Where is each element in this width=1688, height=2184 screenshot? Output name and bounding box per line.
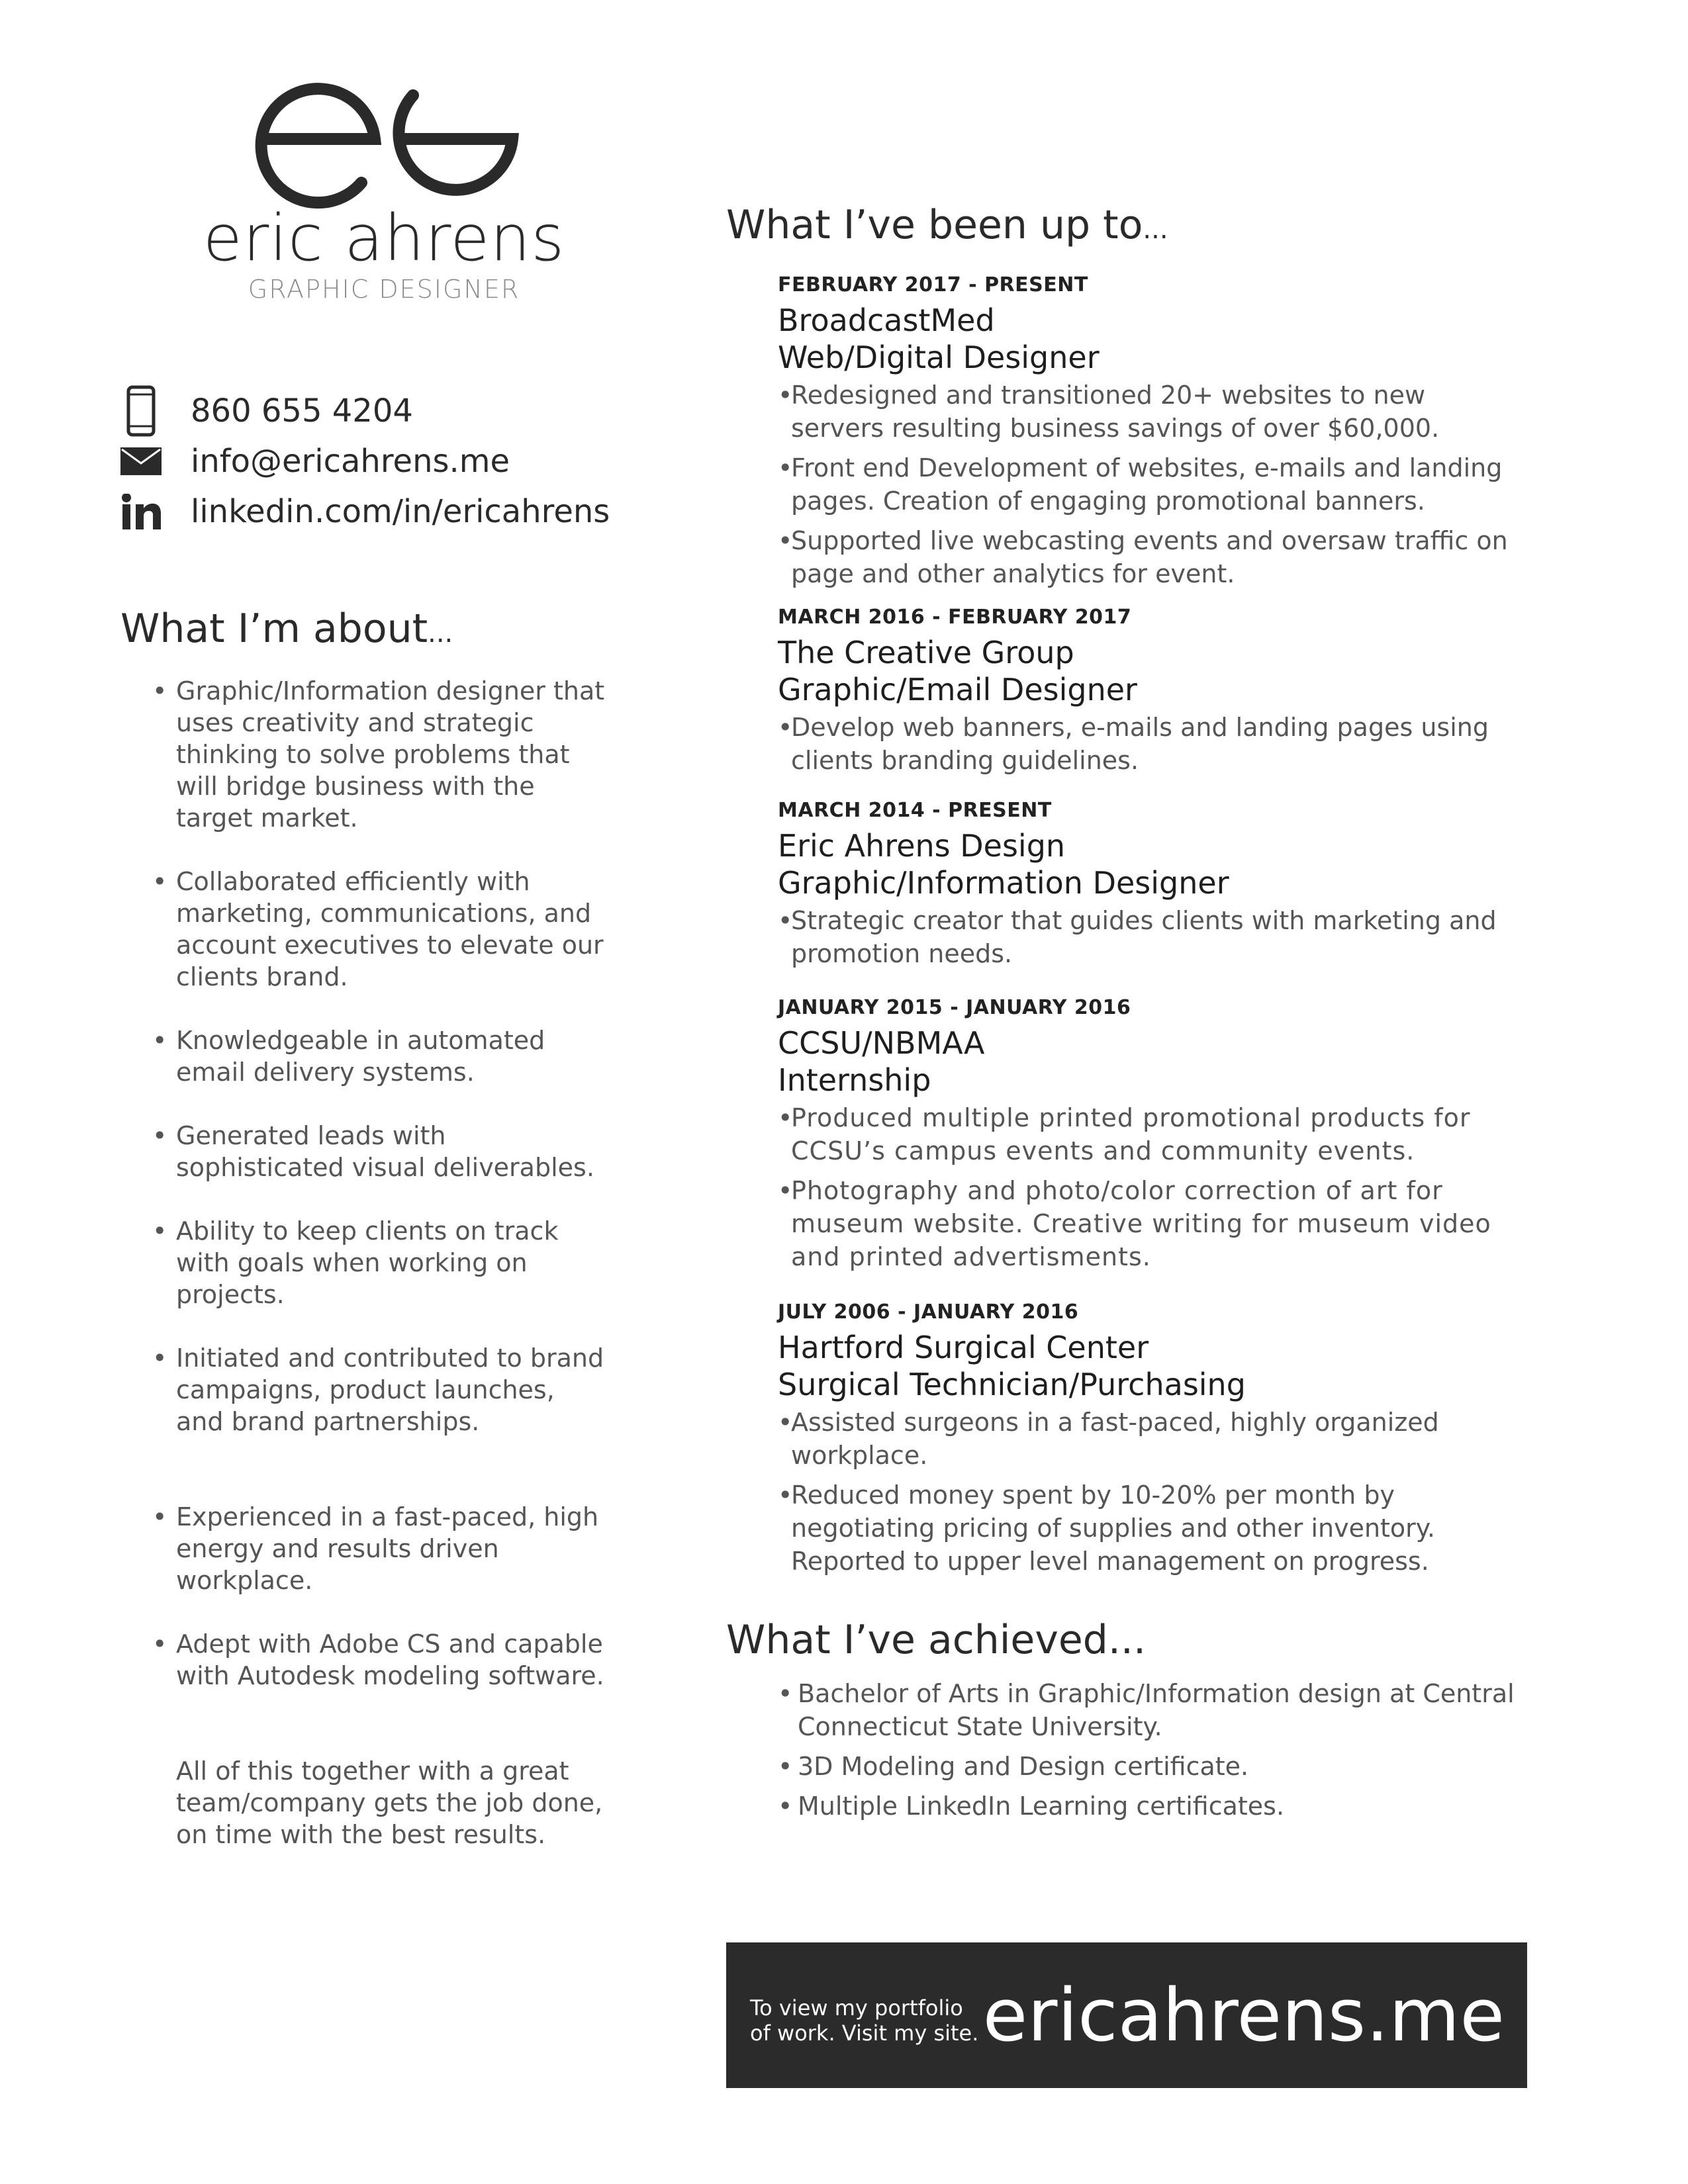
achievement-item: • Multiple LinkedIn Learning certificates. <box>778 1792 1285 1821</box>
job-date: MARCH 2016 - FEBRUARY 2017 <box>778 606 1132 629</box>
linkedin-icon <box>118 494 164 529</box>
achievement-item: • 3D Modeling and Design certificate. <box>778 1752 1249 1781</box>
job-company: BroadcastMed <box>778 302 995 338</box>
job-company: Eric Ahrens Design <box>778 828 1066 864</box>
job-company: The Creative Group <box>778 635 1074 670</box>
job-bullet: • Redesigned and transitioned 20+ websites to new servers resulting business savings of over $60,000. <box>778 381 1440 443</box>
job-date: MARCH 2014 - PRESENT <box>778 799 1052 822</box>
about-item: • Adept with Adobe CS and capable with Autodesk modeling software. <box>152 1629 604 1690</box>
job-title: Graphic/Information Designer <box>778 865 1229 901</box>
achievements-heading: What I’ve achieved... <box>726 1617 1147 1663</box>
job-entry <box>778 275 1526 590</box>
about-item: • Ability to keep clients on track with goals when working on projects. <box>152 1216 559 1309</box>
job-bullet: • Supported live webcasting events and oversaw traffic on page and other analytics for event. <box>778 526 1508 588</box>
job-date: JANUARY 2015 - JANUARY 2016 <box>778 996 1131 1019</box>
contact-email <box>118 438 510 484</box>
job-title: Web/Digital Designer <box>778 340 1100 375</box>
about-item: • Generated leads with sophisticated visual deliverables. <box>152 1121 594 1182</box>
job-bullet: • Strategic creator that guides clients with marketing and promotion needs. <box>778 906 1497 968</box>
phone-icon <box>118 385 164 437</box>
portfolio-message: To view my portfolio of work. Visit my site. <box>750 1995 979 2046</box>
achievements-list <box>768 1674 1523 1823</box>
about-item: • Initiated and contributed to brand campaigns, product launches, and brand partnerships. <box>152 1343 604 1436</box>
linkedin-link[interactable]: linkedin.com/in/ericahrens <box>191 493 610 530</box>
job-bullet: • Produced multiple printed promotional products for CCSU’s campus events and community events. <box>778 1103 1471 1165</box>
job-title: Surgical Technician/Purchasing <box>778 1367 1246 1402</box>
job-date: FEBRUARY 2017 - PRESENT <box>778 273 1088 296</box>
job-entry <box>778 1302 1526 1578</box>
job-bullet: • Develop web banners, e-mails and landing pages using clients branding guidelines. <box>778 713 1489 775</box>
contact-phone <box>118 388 413 434</box>
job-title: Graphic/Email Designer <box>778 672 1137 707</box>
role-subtitle: GRAPHIC DESIGNER <box>248 275 520 304</box>
about-heading: What I’m about... <box>120 606 453 652</box>
name-heading: eric ahrens <box>203 201 565 275</box>
about-item: • Collaborated efficiently with marketing, communications, and account executives to elevate our clients brand. <box>152 867 604 991</box>
about-item: • Graphic/Information designer that uses creativity and strategic thinking to solve problems that will bridge business with the target market. <box>152 676 605 833</box>
job-title: Internship <box>778 1062 931 1098</box>
job-entry <box>778 801 1526 970</box>
email-link[interactable]: info@ericahrens.me <box>191 443 510 480</box>
job-bullet: • Assisted surgeons in a fast-paced, highly organized workplace. <box>778 1408 1439 1470</box>
experience-heading: What I’ve been up to... <box>726 202 1168 248</box>
mail-icon <box>118 447 164 475</box>
job-date: JULY 2006 - JANUARY 2016 <box>778 1300 1079 1324</box>
portfolio-site-link[interactable]: ericahrens.me <box>982 1973 1505 2058</box>
about-item: • Experienced in a fast-paced, high energy and results driven workplace. <box>152 1502 599 1595</box>
contact-linkedin <box>118 488 610 535</box>
job-company: CCSU/NBMAA <box>778 1025 985 1061</box>
phone-number[interactable]: 860 655 4204 <box>191 392 413 430</box>
job-bullet: • Front end Development of websites, e-mails and landing pages. Creation of engaging promotional banners. <box>778 453 1503 516</box>
job-entry <box>778 998 1526 1273</box>
portfolio-banner <box>726 1942 1527 2088</box>
job-bullet: • Reduced money spent by 10-20% per month by negotiating pricing of supplies and other inventory. Reported to upper level management on progress. <box>778 1480 1435 1576</box>
about-item: • Knowledgeable in automated email delivery systems. <box>152 1026 545 1087</box>
achievement-item: • Bachelor of Arts in Graphic/Information design at Central Connecticut State University. <box>778 1679 1515 1741</box>
about-closing: All of this together with a great team/company gets the job done, on time with the best results. <box>176 1756 603 1849</box>
job-bullet: • Photography and photo/color correction of art for museum website. Creative writing for museum video and printed advertisments. <box>778 1176 1491 1271</box>
logo-mark <box>245 66 530 212</box>
job-company: Hartford Surgical Center <box>778 1330 1149 1365</box>
job-entry <box>778 608 1526 777</box>
